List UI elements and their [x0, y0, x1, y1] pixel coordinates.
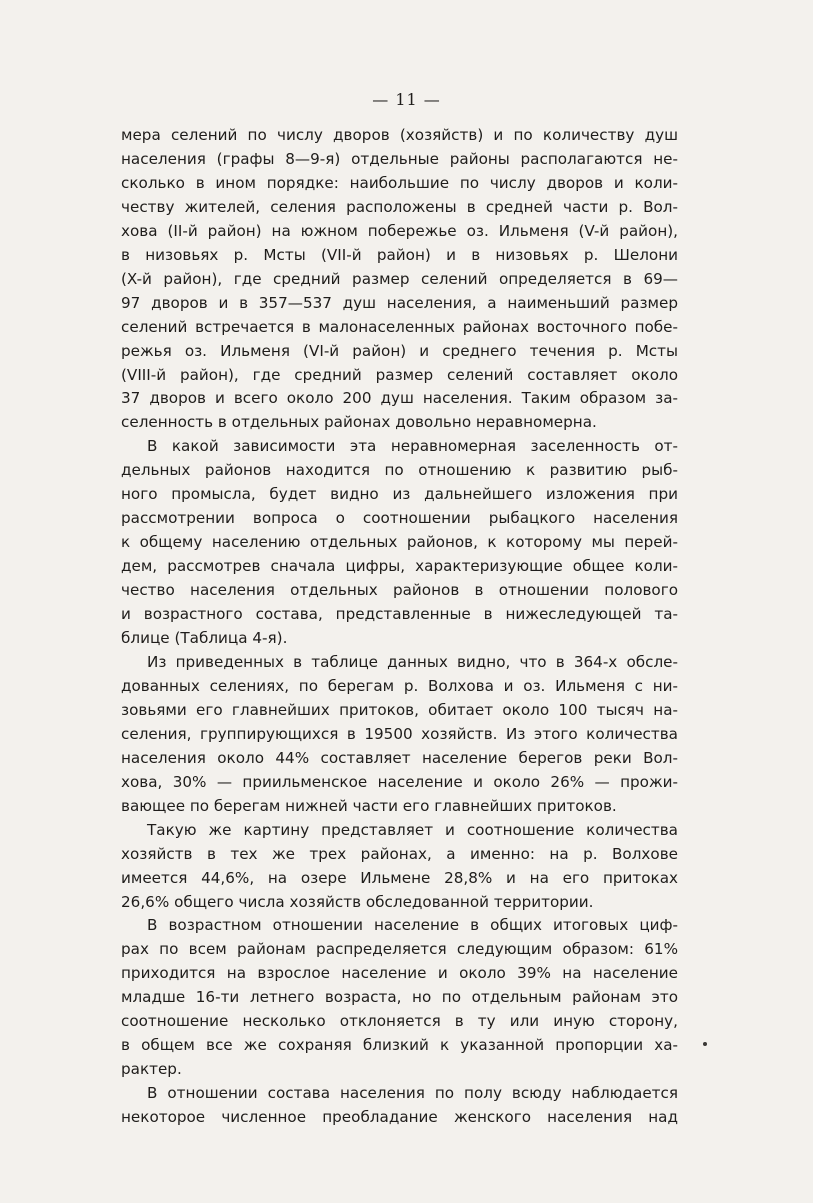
text-line: селений встречается в малонаселенных районах восточного побе-	[121, 317, 678, 336]
text-line: (X-й район), где средний размер селений определяется в 69—	[121, 269, 678, 288]
text-line: 97 дворов и в 357—537 душ населения, а наименьший размер	[121, 293, 678, 312]
text-line: селения, группирующихся в 19500 хозяйств. Из этого количества	[121, 724, 678, 743]
text-line: рассмотрении вопроса о соотношении рыбацкого населения	[121, 509, 678, 528]
text-line: Такую же картину представляет и соотношение количества	[147, 820, 678, 839]
text-line: В отношении состава населения по полу всюду наблюдается	[147, 1084, 678, 1103]
text-line: рах по всем районам распределяется следующим образом: 61%	[121, 940, 678, 959]
page-number: — 11 —	[372, 90, 441, 109]
print-speck	[703, 1042, 707, 1046]
text-line: имеется 44,6%, на озере Ильмене 28,8% и на его притоках	[121, 868, 678, 887]
text-line: блице (Таблица 4-я).	[121, 629, 288, 648]
text-line: В возрастном отношении население в общих итоговых циф-	[147, 916, 678, 935]
text-line: приходится на взрослое население и около 39% на население	[121, 964, 678, 983]
text-line: зовьями его главнейших притоков, обитает около 100 тысяч на-	[121, 700, 678, 719]
text-line: 37 дворов и всего около 200 душ населения. Таким образом за-	[121, 389, 678, 408]
text-line: В какой зависимости эта неравномерная заселенность от-	[147, 437, 678, 456]
text-line: хозяйств в тех же трех районах, а именно: на р. Волхове	[121, 844, 678, 863]
text-line: в общем все же сохраняя близкий к указанной пропорции ха-	[121, 1036, 678, 1055]
text-line: вающее по берегам нижней части его главнейших притоков.	[121, 796, 617, 815]
text-line: населения около 44% составляет население берегов реки Вол-	[121, 748, 678, 767]
text-line: ного промысла, будет видно из дальнейшего изложения при	[121, 485, 678, 504]
body-text	[121, 124, 678, 1130]
text-line: селенность в отдельных районах довольно неравномерна.	[121, 413, 597, 432]
text-line: режья оз. Ильменя (VI-й район) и среднего течения р. Мсты	[121, 341, 678, 360]
text-line: чество населения отдельных районов в отношении полового	[121, 581, 678, 600]
text-line: младше 16-ти летнего возраста, но по отдельным районам это	[121, 988, 678, 1007]
text-line: в низовьях р. Мсты (VII-й район) и в низовьях р. Шелони	[121, 245, 678, 264]
text-line: Из приведенных в таблице данных видно, что в 364-х обсле-	[147, 652, 678, 671]
text-line: хова (II-й район) на южном побережье оз. Ильменя (V-й район),	[121, 221, 678, 240]
text-line: некоторое численное преобладание женского населения над	[121, 1108, 678, 1127]
text-line: дельных районов находится по отношению к развитию рыб-	[121, 461, 678, 480]
text-line: к общему населению отдельных районов, к которому мы перей-	[121, 533, 678, 552]
text-line: (VIII-й район), где средний размер селений составляет около	[121, 365, 678, 384]
text-line: рактер.	[121, 1060, 182, 1079]
text-line: и возрастного состава, представленные в нижеследующей та-	[121, 605, 678, 624]
text-line: дем, рассмотрев сначала цифры, характеризующие общее коли-	[121, 557, 678, 576]
text-line: честву жителей, селения расположены в средней части р. Вол-	[121, 197, 678, 216]
text-line: сколько в ином порядке: наибольшие по числу дворов и коли-	[121, 173, 678, 192]
text-line: 26,6% общего числа хозяйств обследованной территории.	[121, 892, 594, 911]
text-line: мера селений по числу дворов (хозяйств) и по количеству душ	[121, 126, 678, 144]
text-line: соотношение несколько отклоняется в ту или иную сторону,	[121, 1012, 678, 1031]
text-line: хова, 30% — приильменское население и около 26% — прожи-	[121, 772, 678, 791]
text-line: населения (графы 8—9-я) отдельные районы располагаются не-	[121, 149, 678, 168]
text-line: дованных селениях, по берегам р. Волхова и оз. Ильменя с ни-	[121, 676, 678, 695]
